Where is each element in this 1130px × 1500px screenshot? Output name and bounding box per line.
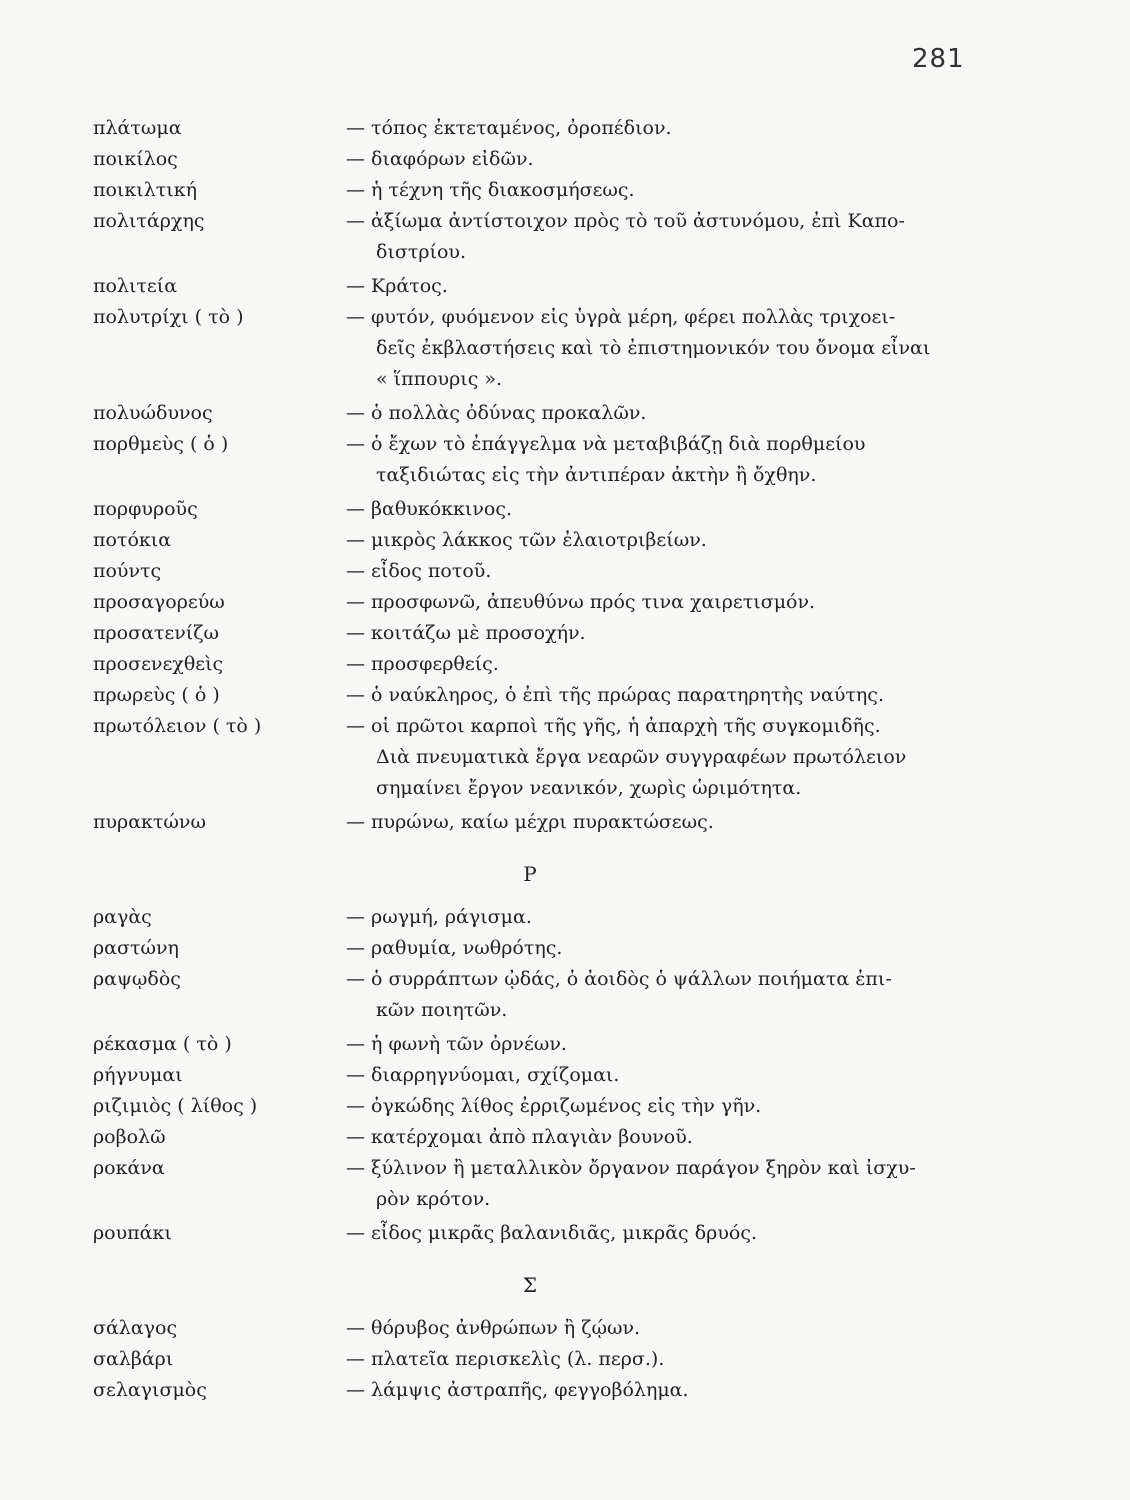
entry-definition	[346, 1091, 966, 1122]
entry-definition	[346, 302, 966, 395]
entry-term: πολιτάρχης	[93, 210, 205, 232]
entry-term: πλάτωμα	[93, 117, 182, 139]
section-letter: Ρ	[523, 862, 537, 886]
definition-line: διστρίου.	[376, 241, 467, 263]
entry-term: ριζιμιὸς ( λίθος )	[93, 1095, 258, 1117]
entry-definition	[346, 711, 966, 804]
definition-line: — ὀγκώδης λίθος ἐρριζωμένος εἰς τὴν γῆν.	[346, 1095, 762, 1117]
definition-line: — διαφόρων εἰδῶν.	[346, 148, 534, 170]
entry-term: πορθμεὺς ( ὁ )	[93, 433, 229, 455]
entry-term: πρωρεὺς ( ὁ )	[93, 684, 220, 706]
definition-line: — εἶδος μικρᾶς βαλανιδιᾶς, μικρᾶς δρυός.	[346, 1222, 758, 1244]
entry-definition	[346, 144, 966, 175]
definition-line: — ὁ πολλὰς ὀδύνας προκαλῶν.	[346, 402, 647, 424]
definition-line: — οἱ πρῶτοι καρποὶ τῆς γῆς, ἡ ἀπαρχὴ τῆς συγκομιδῆς.	[346, 715, 881, 737]
definition-line: — φυτόν, φυόμενον εἰς ὑγρὰ μέρη, φέρει πολλὰς τριχοει-	[346, 306, 896, 328]
entry-definition	[346, 206, 966, 268]
entry-definition	[346, 494, 966, 525]
entry-term: ρουπάκι	[93, 1222, 172, 1244]
entry-definition	[346, 618, 966, 649]
entry-definition	[346, 1218, 966, 1249]
definition-line: — πυρώνω, καίω μέχρι πυρακτώσεως.	[346, 811, 714, 833]
entry-term: πολυτρίχι ( τὸ )	[93, 306, 244, 328]
entry-term: ροβολῶ	[93, 1126, 166, 1148]
entry-definition	[346, 271, 966, 302]
definition-line: — ἡ φωνὴ τῶν ὀρνέων.	[346, 1033, 567, 1055]
entry-definition	[346, 964, 966, 1026]
entry-term: ραψῳδὸς	[93, 968, 181, 990]
definition-line: — πλατεῖα περισκελὶς (λ. περσ.).	[346, 1348, 665, 1370]
entry-definition	[346, 1122, 966, 1153]
entry-term: σαλβάρι	[93, 1348, 174, 1370]
entry-term: προσατενίζω	[93, 622, 220, 644]
entry-term: πολιτεία	[93, 275, 178, 297]
definition-line: κῶν ποιητῶν.	[376, 999, 508, 1021]
definition-line: — ρωγμή, ράγισμα.	[346, 906, 532, 928]
definition-line: — μικρὸς λάκκος τῶν ἐλαιοτριβείων.	[346, 529, 707, 551]
entry-definition	[346, 113, 966, 144]
entry-term: ρέκασμα ( τὸ )	[93, 1033, 232, 1055]
entry-definition	[346, 933, 966, 964]
entry-term: σάλαγος	[93, 1317, 178, 1339]
definition-line: — ὁ ναύκληρος, ὁ ἐπὶ τῆς πρώρας παρατηρητὴς ναύτης.	[346, 684, 884, 706]
entry-term: ποικίλος	[93, 148, 178, 170]
entry-definition	[346, 429, 966, 491]
definition-line: — εἶδος ποτοῦ.	[346, 560, 492, 582]
entry-definition	[346, 649, 966, 680]
definition-line: σημαίνει ἔργον νεανικόν, χωρὶς ὡριμότητα.	[376, 777, 802, 799]
entry-definition	[346, 680, 966, 711]
entry-term: ποτόκια	[93, 529, 172, 551]
entry-definition	[346, 1029, 966, 1060]
entry-definition	[346, 587, 966, 618]
definition-line: — ἀξίωμα ἀντίστοιχον πρὸς τὸ τοῦ ἀστυνόμου, ἐπὶ Καπο-	[346, 210, 905, 232]
definition-line: — τόπος ἐκτεταμένος, ὀροπέδιον.	[346, 117, 672, 139]
entry-term: ραστώνη	[93, 937, 179, 959]
definition-line: — λάμψις ἀστραπῆς, φεγγοβόλημα.	[346, 1379, 689, 1401]
entry-definition	[346, 902, 966, 933]
definition-line: — ὁ συρράπτων ᾠδάς, ὁ ἀοιδὸς ὁ ψάλλων ποιήματα ἐπι-	[346, 968, 892, 990]
entry-term: πορφυροῦς	[93, 498, 198, 520]
entry-term: ροκάνα	[93, 1157, 165, 1179]
entry-term: πρωτόλειον ( τὸ )	[93, 715, 262, 737]
entry-definition	[346, 1060, 966, 1091]
definition-line: ρὸν κρότον.	[376, 1188, 491, 1210]
entry-definition	[346, 807, 966, 838]
definition-line: — ἡ τέχνη τῆς διακοσμήσεως.	[346, 179, 635, 201]
entry-term: ραγὰς	[93, 906, 152, 928]
definition-line: — ὁ ἔχων τὸ ἐπάγγελμα νὰ μεταβιβάζῃ διὰ πορθμείου	[346, 433, 866, 455]
section-letter: Σ	[522, 1273, 538, 1297]
page-number: 281	[912, 44, 965, 74]
definition-line: — προσφωνῶ, ἀπευθύνω πρός τινα χαιρετισμόν.	[346, 591, 816, 613]
definition-line: — θόρυβος ἀνθρώπων ἢ ζῴων.	[346, 1317, 641, 1339]
definition-line: « ἵππουρις ».	[376, 368, 503, 390]
definition-line: — διαρρηγνύομαι, σχίζομαι.	[346, 1064, 620, 1086]
entry-definition	[346, 525, 966, 556]
entry-term: πολυώδυνος	[93, 402, 213, 424]
definition-line: — κοιτάζω μὲ προσοχήν.	[346, 622, 586, 644]
entry-term: προσενεχθεὶς	[93, 653, 224, 675]
entry-definition	[346, 1153, 966, 1215]
entry-definition	[346, 1375, 966, 1406]
entry-definition	[346, 556, 966, 587]
entry-definition	[346, 398, 966, 429]
entry-definition	[346, 175, 966, 206]
entry-term: προσαγορεύω	[93, 591, 225, 613]
definition-line: — βαθυκόκκινος.	[346, 498, 513, 520]
definition-line: δεῖς ἐκβλαστήσεις καὶ τὸ ἐπιστημονικόν του ὄνομα εἶναι	[376, 337, 931, 359]
entry-term: ποικιλτική	[93, 179, 197, 201]
entry-term: πυρακτώνω	[93, 811, 206, 833]
entry-definition	[346, 1313, 966, 1344]
definition-line: — Κράτος.	[346, 275, 448, 297]
definition-line: — ξύλινον ἢ μεταλλικὸν ὄργανον παράγον ξηρὸν καὶ ἰσχυ-	[346, 1157, 916, 1179]
entry-term: σελαγισμὸς	[93, 1379, 207, 1401]
definition-line: — κατέρχομαι ἀπὸ πλαγιὰν βουνοῦ.	[346, 1126, 693, 1148]
entry-definition	[346, 1344, 966, 1375]
entry-term: πούντς	[93, 560, 162, 582]
entry-term: ρήγνυμαι	[93, 1064, 183, 1086]
definition-line: Διὰ πνευματικὰ ἔργα νεαρῶν συγγραφέων πρωτόλειον	[376, 746, 907, 768]
definition-line: — προσφερθείς.	[346, 653, 499, 675]
definition-line: — ραθυμία, νωθρότης.	[346, 937, 563, 959]
definition-line: ταξιδιώτας εἰς τὴν ἀντιπέραν ἀκτὴν ἢ ὄχθην.	[376, 464, 817, 486]
